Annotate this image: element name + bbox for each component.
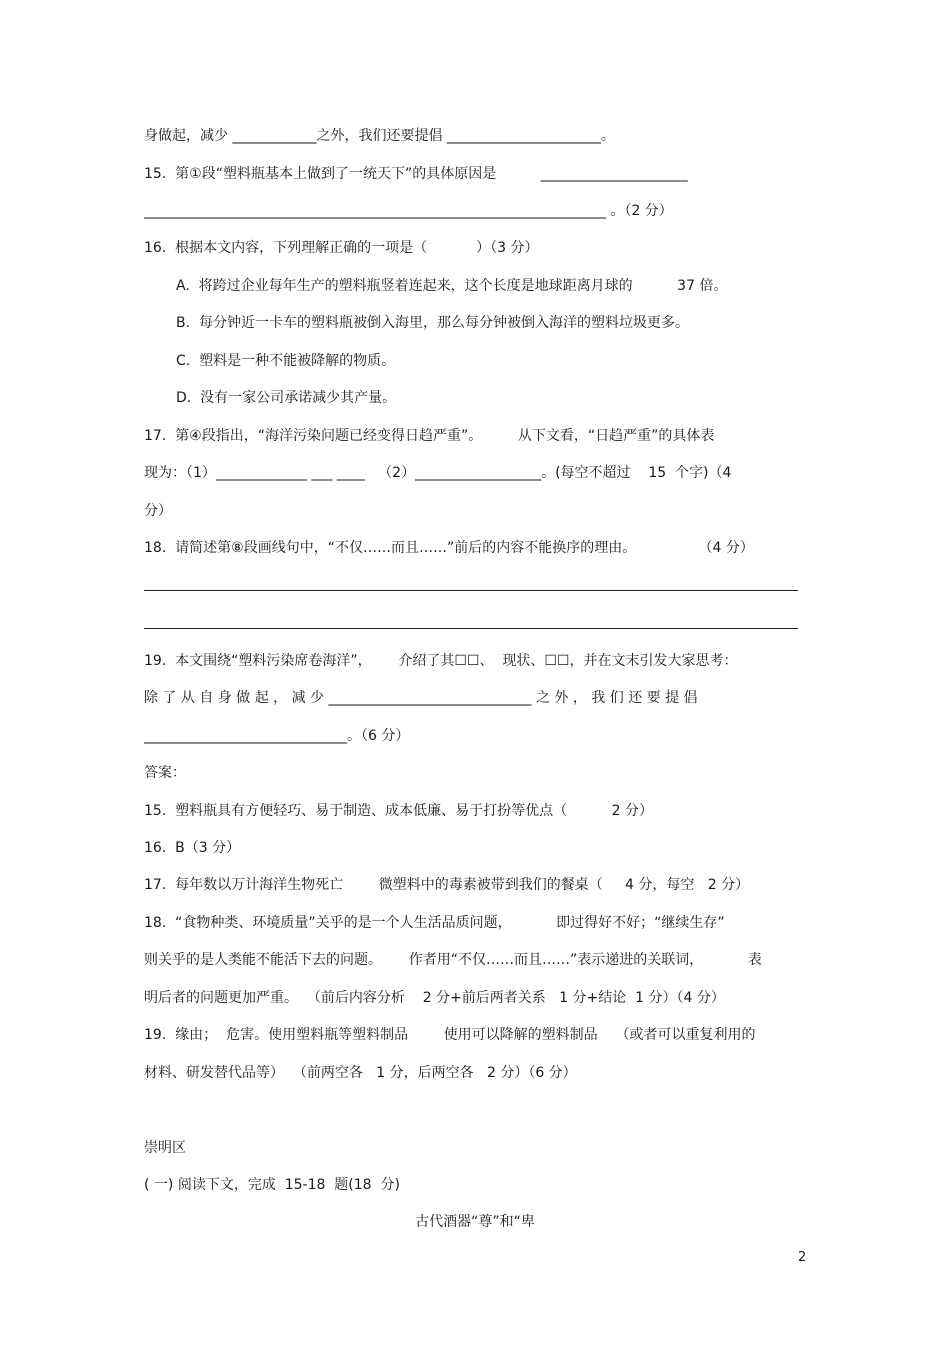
option-b: B. 每分钟近一卡车的塑料瓶被倒入海里，那么每分钟被倒入海洋的塑料垃圾更多。 [176, 315, 689, 331]
question-19-cont: 除 了 从 自 身 做 起 ， 减 少 _____________________________ 之 外 ， 我 们 还 要 提 倡 [144, 690, 698, 706]
option-c: C. 塑料是一种不能被降解的物质。 [176, 353, 396, 369]
answer-line [144, 628, 798, 629]
answers-heading: 答案： [144, 765, 186, 781]
question-19: 19. 本文围绕“塑料污染席卷海洋”， 介绍了其☐☐、 现状、☐☐，并在文末引发大家思考： [144, 653, 738, 669]
answer-16: 16. B（3 分） [144, 840, 241, 856]
question-18: 18. 请简述第⑧段画线句中，“不仅……而且……”前后的内容不能换序的理由。 （4 分） [144, 540, 754, 556]
answer-blank-line: __________________________________________________________________ 。（2 分） [144, 203, 673, 219]
answer-17: 17. 每年数以万计海洋生物死亡 微塑料中的毒素被带到我们的餐桌（ 4 分，每空 2 分） [144, 877, 750, 893]
answer-15: 15. 塑料瓶具有方便轻巧、易于制造、成本低廉、易于打扮等优点（ 2 分） [144, 803, 654, 819]
question-16: 16. 根据本文内容，下列理解正确的一项是（ ）（3 分） [144, 240, 539, 256]
question-19-end: _____________________________。（6 分） [144, 728, 410, 744]
answer-18-end: 明后者的问题更加严重。 （前后内容分析 2 分+前后两者关系 1 分+结论 1 分）（4 分） [144, 990, 725, 1006]
question-17-end: 分） [144, 503, 172, 519]
question-15: 15. 第①段“塑料瓶基本上做到了一统天下”的具体原因是 _____________________ [144, 166, 688, 182]
answer-19: 19. 缘由； 危害。使用塑料瓶等塑料制品 使用可以降解的塑料制品 （或者可以重复利用的 [144, 1027, 756, 1043]
district-heading: 崇明区 [144, 1140, 186, 1156]
section-heading: ( 一) 阅读下文，完成 15-18 题(18 分) [144, 1177, 400, 1193]
question-17: 17. 第④段指出，“海洋污染问题已经变得日趋严重”。 从下文看，“日趋严重”的具体表 [144, 428, 715, 444]
article-title: 古代酒器“尊”和“卑 [415, 1214, 535, 1230]
option-d: D. 没有一家公司承诺减少其产量。 [176, 390, 397, 406]
answer-19-end: 材料、研发替代品等） （前两空各 1 分，后两空各 2 分）（6 分） [144, 1065, 577, 1081]
page-number: 2 [798, 1250, 807, 1265]
answer-line [144, 590, 798, 591]
question-17-cont: 现为：（1）_____________ ___ ____ （2）__________________。(每空不超过 15 个字)（4 [144, 465, 732, 481]
answer-18: 18. “食物种类、环境质量”关乎的是一个人生活品质问题， 即过得好不好；“继续生存” [144, 915, 725, 931]
option-a: A. 将跨过企业每年生产的塑料瓶竖着连起来，这个长度是地球距离月球的 37 倍。 [176, 278, 728, 294]
text-line: 身做起，减少 ____________之外，我们还要提倡 ______________________。 [144, 128, 615, 144]
answer-18-cont: 则关乎的是人类能不能活下去的问题。 作者用“不仅……而且……”表示递进的关联词， 表 [144, 952, 762, 968]
